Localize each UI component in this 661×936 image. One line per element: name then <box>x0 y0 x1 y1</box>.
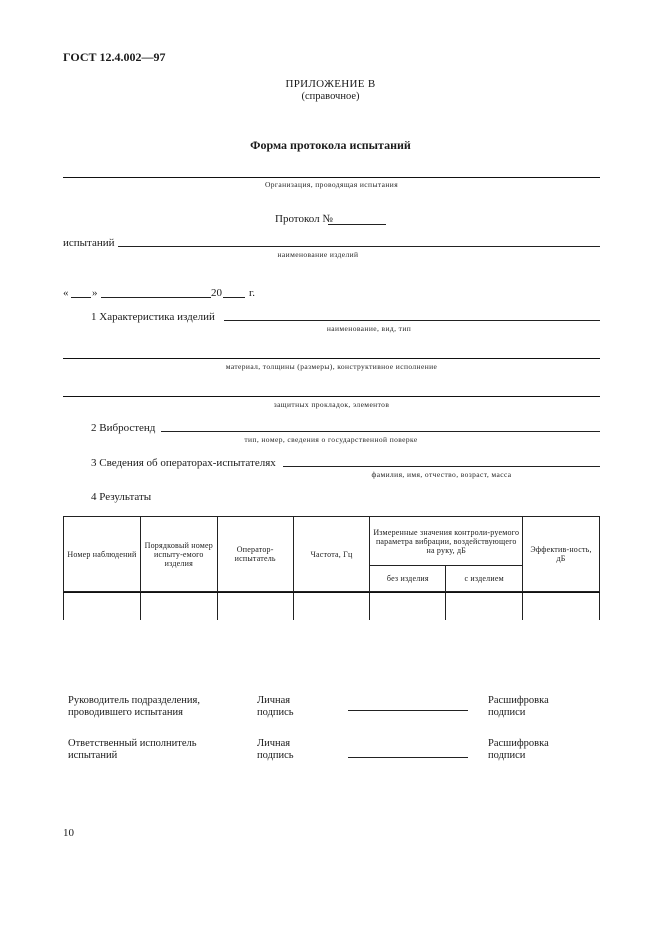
date-year-prefix: 20 <box>211 287 222 299</box>
th-observation-number: Номер наблюдений <box>64 517 141 592</box>
appendix-subtitle: (справочное) <box>301 91 360 102</box>
date-open-quote: « <box>63 287 69 299</box>
item2-label: 2 Вибростенд <box>91 422 156 434</box>
tests-caption: наименование изделий <box>277 250 359 259</box>
date-year-line <box>223 297 245 298</box>
org-line <box>63 177 600 178</box>
table-cell <box>370 592 446 620</box>
th-operator: Оператор-испытатель <box>217 517 293 592</box>
signature-line-1 <box>348 710 468 711</box>
signature-line-2 <box>348 757 468 758</box>
date-day-line <box>71 297 91 298</box>
item3-caption: фамилия, имя, отчество, возраст, масса <box>371 470 512 479</box>
org-caption: Организация, проводящая испытания <box>264 180 399 189</box>
date-month-line <box>101 297 211 298</box>
table-cell <box>217 592 293 620</box>
date-year-suffix: г. <box>249 287 256 299</box>
th-measured-values: Измеренные значения контроли-руемого параметра вибрации, воздействующего на руку, дБ <box>370 517 523 566</box>
th-with-item: с изделием <box>446 566 523 592</box>
signature-role-2: Ответственный исполнитель испытаний <box>68 738 197 761</box>
signature-personal-2: Личная подпись <box>257 738 294 761</box>
page-number: 10 <box>63 827 74 839</box>
form-title: Форма протокола испытаний <box>250 138 411 152</box>
signature-role-1: Руководитель подразделения, проводившего испытания <box>68 695 200 718</box>
table-cell <box>140 592 217 620</box>
item2-line <box>161 431 600 432</box>
results-table <box>63 516 600 620</box>
table-cell <box>446 592 523 620</box>
item4-label: 4 Результаты <box>91 491 152 503</box>
item1-line3 <box>63 396 600 397</box>
item1-caption3: защитных прокладок, элементов <box>273 400 390 409</box>
date-close-quote: » <box>92 287 98 299</box>
th-without-item: без изделия <box>370 566 446 592</box>
item3-line <box>283 466 600 467</box>
th-efficiency: Эффектив-ность, дБ <box>523 517 600 592</box>
item1-label: 1 Характеристика изделий <box>91 311 215 323</box>
th-item-number: Порядковый номер испыту-емого изделия <box>140 517 217 592</box>
tests-label: испытаний <box>63 237 115 249</box>
signature-decode-1: Расшифровка подписи <box>488 695 549 718</box>
item2-caption: тип, номер, сведения о государственной поверке <box>244 435 418 444</box>
signature-personal-1: Личная подпись <box>257 695 294 718</box>
table-row-separator <box>63 592 600 593</box>
th-frequency: Частота, Гц <box>293 517 370 592</box>
appendix-title: ПРИЛОЖЕНИЕ В <box>285 78 376 90</box>
item3-label: 3 Сведения об операторах-испытателях <box>91 457 276 469</box>
item1-line2 <box>63 358 600 359</box>
table-header-row <box>64 517 600 566</box>
tests-line <box>118 246 600 247</box>
protocol-label: Протокол № <box>275 213 333 225</box>
table-cell <box>293 592 370 620</box>
item1-line1 <box>224 320 600 321</box>
item1-caption1: наименование, вид, тип <box>326 324 412 333</box>
protocol-number-line <box>328 224 386 225</box>
doc-code: ГОСТ 12.4.002—97 <box>63 50 166 64</box>
table-cell <box>64 592 141 620</box>
item1-caption2: материал, толщины (размеры), конструктивное исполнение <box>225 362 438 371</box>
table-cell <box>523 592 600 620</box>
table-row <box>64 592 600 620</box>
signature-decode-2: Расшифровка подписи <box>488 738 549 761</box>
